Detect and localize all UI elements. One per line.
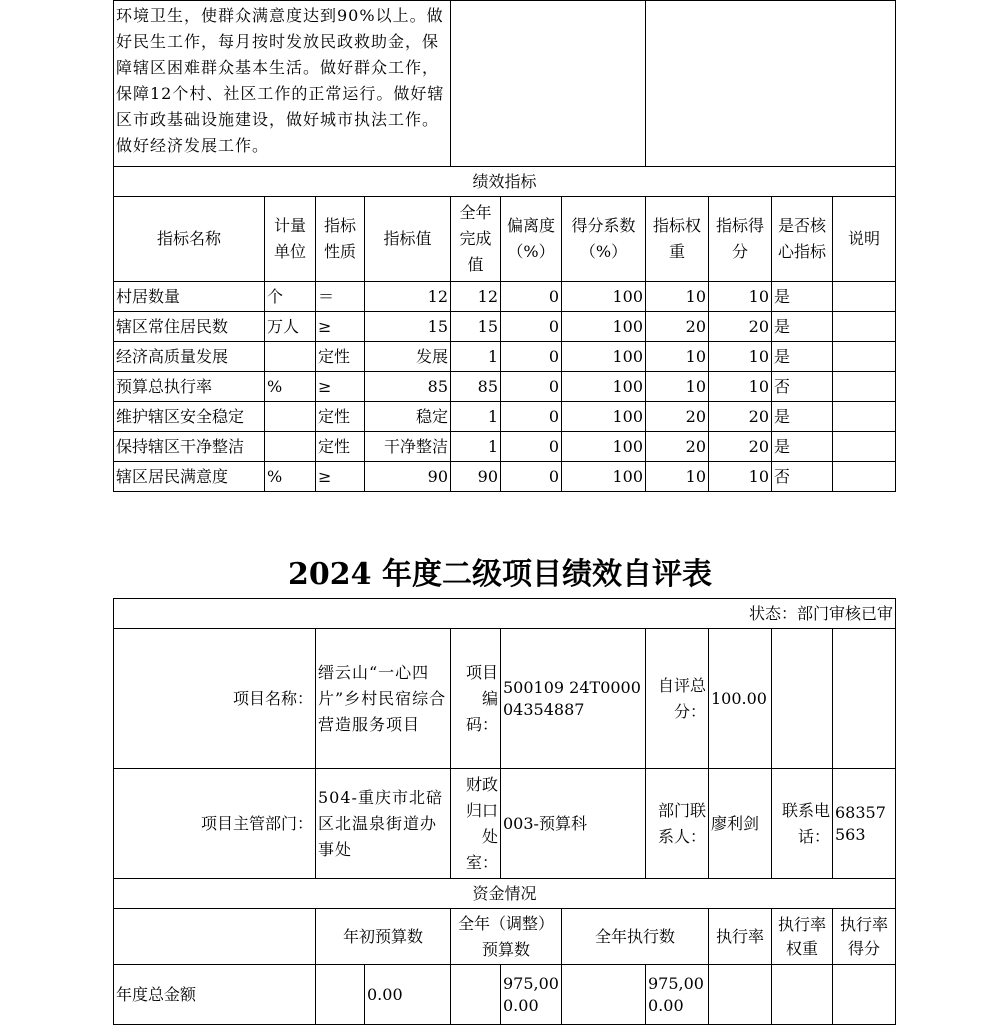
cell-unit [265,402,316,432]
table-row [114,402,896,432]
project-name-value: 缙云山“一心四片”乡村民宿综合营造服务项目 [316,629,451,769]
cell-name: 辖区居民满意度 [114,462,265,492]
cell-score: 10 [709,342,772,372]
header-rate-score: 执行率得分 [833,909,896,965]
cell-core: 是 [772,342,833,372]
blank-cell [114,909,316,965]
cell-name: 辖区常住居民数 [114,312,265,342]
header-unit: 计量单位 [265,197,316,282]
cell-unit [265,342,316,372]
cell-value: 12 [365,282,451,312]
cell-note [833,432,896,462]
header-executed: 全年执行数 [562,909,709,965]
header-deviation: 偏离度（%） [501,197,562,282]
blank-cell [833,965,896,1025]
header-coef: 得分系数（%） [562,197,646,282]
cell-coef: 100 [562,432,646,462]
header-actual: 全年完成值 [451,197,501,282]
cell-actual: 85 [451,372,501,402]
cell-score: 10 [709,282,772,312]
status-badge: 状态：部门审核已审 [114,599,896,629]
blank-cell [316,965,365,1025]
cell-note [833,282,896,312]
cell-note [833,402,896,432]
phone-value: 68357563 [833,769,896,879]
cell-score: 20 [709,402,772,432]
project-code-label: 项目编码： [451,629,501,769]
cell-value: 稳定 [365,402,451,432]
total-adjusted-value: 975,000.00 [501,965,562,1025]
blank-cell [709,965,772,1025]
cell-score: 10 [709,372,772,402]
cell-nature: ＝ [316,282,365,312]
page-title: 2024 年度二级项目绩效自评表 [288,557,712,592]
table-row [114,312,896,342]
cell-unit: 万人 [265,312,316,342]
header-name: 指标名称 [114,197,265,282]
project-self-evaluation-table [113,598,896,1025]
header-initial-budget: 年初预算数 [316,909,451,965]
blank-cell [772,629,833,769]
section-title: 绩效指标 [114,167,896,197]
header-weight: 指标权重 [646,197,709,282]
header-note: 说明 [833,197,896,282]
intro-blank-1 [451,1,646,167]
contact-value: 廖利剑 [709,769,772,879]
cell-name: 经济高质量发展 [114,342,265,372]
table-row [114,342,896,372]
self-score-label: 自评总分： [646,629,709,769]
blank-cell [833,629,896,769]
cell-deviation: 0 [501,372,562,402]
cell-coef: 100 [562,282,646,312]
header-value: 指标值 [365,197,451,282]
table-row [114,282,896,312]
cell-unit: 个 [265,282,316,312]
project-code-value: 500109 24T000004354887 [501,629,646,769]
cell-deviation: 0 [501,432,562,462]
cell-weight: 20 [646,312,709,342]
cell-score: 20 [709,312,772,342]
cell-core: 是 [772,312,833,342]
header-rate: 执行率 [709,909,772,965]
cell-weight: 20 [646,432,709,462]
cell-name: 维护辖区安全稳定 [114,402,265,432]
self-score-value: 100.00 [709,629,772,769]
cell-nature: 定性 [316,342,365,372]
cell-unit [265,432,316,462]
cell-coef: 100 [562,312,646,342]
cell-name: 预算总执行率 [114,372,265,402]
cell-actual: 1 [451,402,501,432]
total-initial-value: 0.00 [365,965,451,1025]
cell-unit: % [265,372,316,402]
cell-note [833,312,896,342]
cell-nature: ≥ [316,372,365,402]
cell-nature: ≥ [316,462,365,492]
cell-core: 否 [772,462,833,492]
cell-deviation: 0 [501,402,562,432]
cell-actual: 90 [451,462,501,492]
dept-label: 项目主管部门： [114,769,316,879]
cell-weight: 10 [646,282,709,312]
cell-deviation: 0 [501,462,562,492]
table-row [114,432,896,462]
contact-label: 部门联系人： [646,769,709,879]
cell-actual: 1 [451,342,501,372]
cell-unit: % [265,462,316,492]
phone-label: 联系电话： [772,769,833,879]
cell-core: 是 [772,402,833,432]
finance-label: 财政归口处室： [451,769,501,879]
blank-cell [562,965,646,1025]
cell-weight: 10 [646,342,709,372]
total-amount-label: 年度总金额 [114,965,316,1025]
cell-note [833,462,896,492]
cell-coef: 100 [562,402,646,432]
cell-name: 村居数量 [114,282,265,312]
cell-nature: ≥ [316,312,365,342]
header-core: 是否核心指标 [772,197,833,282]
cell-value: 90 [365,462,451,492]
cell-value: 15 [365,312,451,342]
cell-core: 是 [772,282,833,312]
cell-deviation: 0 [501,342,562,372]
cell-nature: 定性 [316,402,365,432]
cell-coef: 100 [562,342,646,372]
header-score: 指标得分 [709,197,772,282]
cell-weight: 20 [646,402,709,432]
cell-deviation: 0 [501,282,562,312]
cell-value: 干净整洁 [365,432,451,462]
cell-weight: 10 [646,462,709,492]
dept-value: 504-重庆市北碚区北温泉街道办事处 [316,769,451,879]
cell-value: 发展 [365,342,451,372]
cell-score: 10 [709,462,772,492]
cell-core: 是 [772,432,833,462]
cell-deviation: 0 [501,312,562,342]
finance-value: 003-预算科 [501,769,646,879]
header-nature: 指标性质 [316,197,365,282]
cell-note [833,342,896,372]
blank-cell [451,965,501,1025]
cell-nature: 定性 [316,432,365,462]
cell-value: 85 [365,372,451,402]
cell-note [833,372,896,402]
cell-name: 保持辖区干净整洁 [114,432,265,462]
cell-core: 否 [772,372,833,402]
fund-section-title: 资金情况 [114,879,896,909]
performance-indicator-table [113,0,896,492]
cell-actual: 15 [451,312,501,342]
intro-text: 环境卫生，使群众满意度达到90%以上。做好民生工作，每月按时发放民政救助金，保障辖区困难群众基本生活。做好群众工作，保障12个村、社区工作的正常运行。做好辖区市政基础设施建设，做好城市执法工作。做好经济发展工作。 [114,1,451,167]
header-adjusted-budget: 全年（调整）预算数 [451,909,562,965]
table-row [114,372,896,402]
cell-coef: 100 [562,462,646,492]
cell-actual: 12 [451,282,501,312]
intro-blank-2 [646,1,896,167]
total-executed-value: 975,000.00 [646,965,709,1025]
project-name-label: 项目名称： [114,629,316,769]
table-row [114,462,896,492]
blank-cell [772,965,833,1025]
cell-coef: 100 [562,372,646,402]
cell-weight: 10 [646,372,709,402]
cell-actual: 1 [451,432,501,462]
cell-score: 20 [709,432,772,462]
header-rate-weight: 执行率权重 [772,909,833,965]
